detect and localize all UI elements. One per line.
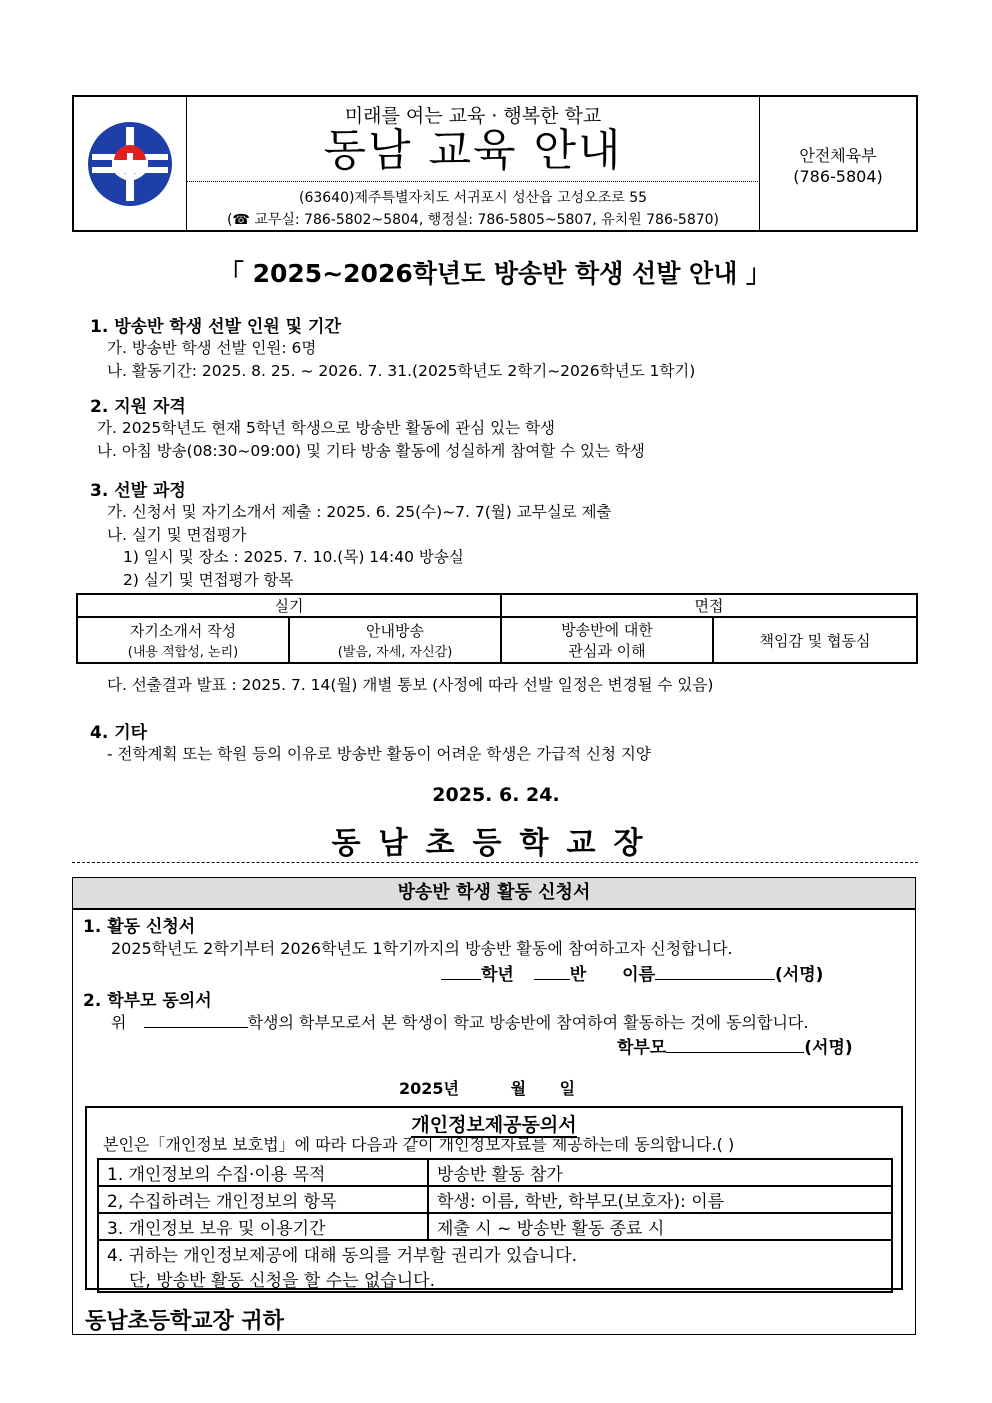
student-name-blank[interactable] [144, 1011, 248, 1028]
sec4-heading: 4. 기타 [90, 723, 148, 743]
dept-tel: (786-5804) [793, 167, 883, 186]
dept-name: 안전체육부 [799, 146, 877, 165]
student-info-line: 학년 반 이름 (서명) [441, 960, 823, 985]
issue-date: 2025. 6. 24. [432, 784, 560, 806]
evaluation-table [76, 593, 918, 664]
form-title: 방송반 학생 활동 신청서 [73, 878, 915, 910]
privacy-note-2: 단, 방송반 활동 신청을 할 수는 없습니다. [129, 1271, 435, 1291]
practical-header: 실기 [77, 594, 501, 617]
address-divider [186, 181, 760, 182]
document-title: 「 2025~2026학년도 방송반 학생 선발 안내 」 [218, 259, 772, 288]
interview-header: 면접 [501, 594, 917, 617]
principal-signature: 동남초등학교장 [331, 826, 661, 861]
school-phones: (☎ 교무실: 786-5802~5804, 행정실: 786-5805~5807, 유치원 786-5870) [226, 212, 720, 228]
sec2-a: 가. 2025학년도 현재 5학년 학생으로 방송반 활동에 관심 있는 학생 [97, 419, 555, 437]
grade-field[interactable] [441, 961, 481, 980]
criterion-self-intro: 자기소개서 작성 (내용 적합성, 논리) [77, 617, 289, 663]
privacy-note-row [98, 1240, 892, 1292]
sec1-b: 나. 활동기간: 2025. 8. 25. ~ 2026. 7. 31.(2025학년도 2학기~2026학년도 1학기) [107, 362, 696, 380]
student-name-field[interactable] [655, 961, 775, 980]
form-s2-line: 위 학생의 학부모로서 본 학생이 학교 방송반에 참여하여 활동하는 것에 동의합니다. [111, 1013, 809, 1032]
class-field[interactable] [534, 961, 570, 980]
criterion-responsibility: 책임감 및 협동심 [713, 617, 917, 663]
privacy-table [97, 1158, 893, 1293]
dept-cell [759, 97, 916, 230]
slogan: 미래를 여는 교육 · 행복한 학교 [344, 105, 602, 127]
privacy-note-1: 4. 귀하는 개인정보제공에 대해 동의를 거부할 권리가 있습니다. [107, 1246, 577, 1266]
sec2-heading: 2. 지원 자격 [90, 397, 186, 417]
form-s2-heading: 2. 학부모 동의서 [83, 991, 212, 1011]
criterion-announcement: 안내방송 (발음, 자세, 자신감) [289, 617, 501, 663]
criterion-interest: 방송반에 대한 관심과 이해 [501, 617, 713, 663]
school-address: (63640)제주특별자치도 서귀포시 성산읍 고성오조로 55 [298, 190, 648, 206]
logo-cell [74, 97, 187, 230]
application-form [72, 877, 916, 1335]
sec2-b: 나. 아침 방송(08:30~09:00) 및 기타 방송 활동에 성실하게 참여할 수 있는 학생 [97, 442, 645, 460]
parent-sign-line: 학부모 (서명) [617, 1033, 853, 1058]
privacy-intro: 본인은「개인정보 보호법」에 따라 다음과 같이 개인정보자료를 제공하는데 동의합니다.( ) [103, 1135, 735, 1154]
privacy-consent-box [85, 1106, 903, 1290]
cut-line [72, 862, 918, 863]
sec1-heading: 1. 방송반 학생 선발 인원 및 기간 [90, 317, 341, 337]
form-s1-heading: 1. 활동 신청서 [83, 917, 196, 937]
newsletter-title: 동남 교육 안내 [323, 125, 623, 176]
school-logo [74, 97, 186, 230]
sec3-a: 가. 신청서 및 자기소개서 제출 : 2025. 6. 25(수)~7. 7(월) 교무실로 제출 [107, 503, 612, 521]
privacy-title: 개인정보제공동의서 [411, 1114, 577, 1136]
privacy-row: 3. 개인정보 보유 및 이용기간 제출 시 ~ 방송반 활동 종료 시 [98, 1213, 892, 1240]
sec3-heading: 3. 선발 과정 [90, 481, 186, 501]
newsletter-header [72, 95, 918, 232]
sec1-a: 가. 방송반 학생 선발 인원: 6명 [107, 339, 317, 357]
privacy-row: 1. 개인정보의 수집·이용 목적 방송반 활동 참가 [98, 1159, 892, 1186]
sec3-c: 다. 선출결과 발표 : 2025. 7. 14(월) 개별 통보 (사정에 따라 선발 일정은 변경될 수 있음) [107, 676, 714, 694]
sec3-b: 나. 실기 및 면접평가 [107, 526, 247, 544]
form-date: 2025년 월 일 [399, 1079, 576, 1098]
privacy-row: 2, 수집하려는 개인정보의 항목 학생: 이름, 학반, 학부모(보호자): 이름 [98, 1186, 892, 1213]
sec3-b1: 1) 일시 및 장소 : 2025. 7. 10.(목) 14:40 방송실 [123, 548, 464, 566]
sec4-a: - 전학계획 또는 학원 등의 이유로 방송반 활동이 어려운 학생은 가급적 신청 지양 [107, 745, 651, 763]
form-footer: 동남초등학교장 귀하 [85, 1309, 284, 1334]
sec3-b2: 2) 실기 및 면접평가 항목 [123, 571, 294, 589]
parent-name-field[interactable] [666, 1034, 804, 1053]
form-s1-text: 2025학년도 2학기부터 2026학년도 1학기까지의 방송반 활동에 참여하고자 신청합니다. [111, 939, 733, 958]
